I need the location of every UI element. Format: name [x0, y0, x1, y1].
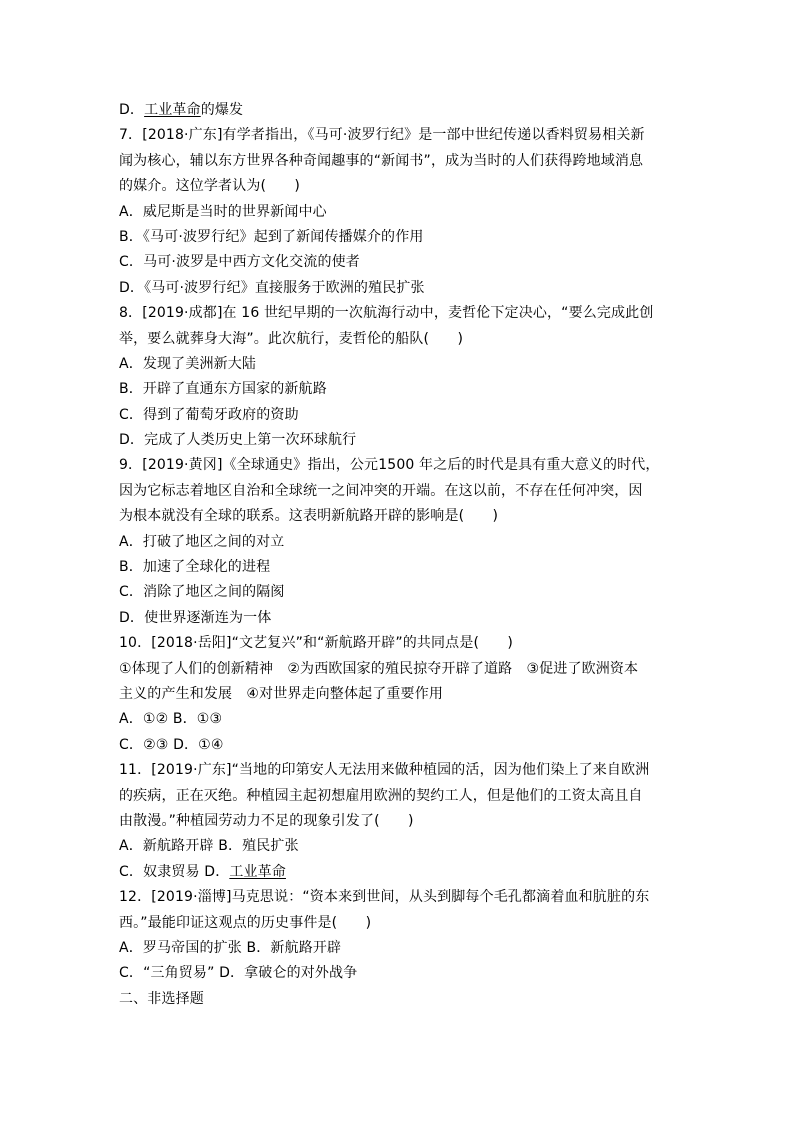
question-line: 为根本就没有全球的联系。这表明新航路开辟的影响是( ) — [119, 508, 499, 525]
question-line: 西。”最能印证这观点的历史事件是( ) — [119, 914, 372, 931]
question-line: 的疾病，正在灭绝。种植园主起初想雇用欧洲的契约工人，但是他们的工资太高且自 — [119, 787, 643, 804]
question-line: 11．[2019·广东]“当地的印第安人无法用来做种植园的活，因为他们染上了来自欧洲 — [119, 762, 650, 779]
option-line: C．马可·波罗是中西方文化交流的使者 — [119, 254, 360, 271]
option-line: B．《马可·波罗行纪》起到了新闻传播媒介的作用 — [119, 228, 424, 245]
option-line: A．威尼斯是当时的世界新闻中心 — [119, 203, 327, 220]
text-segment: C．奴隶贸易 D． — [119, 863, 230, 880]
section-heading: 二、非选择题 — [119, 990, 204, 1007]
text-segment: D． — [119, 102, 145, 118]
option-line: A．打破了地区之间的对立 — [119, 533, 285, 550]
question-line: 12．[2019·淄博]马克思说：“资本来到世间，从头到脚每个毛孔都滴着血和肮脏的东 — [119, 889, 650, 906]
question-line: 因为它标志着地区自治和全球统一之间冲突的开端。在这以前，不存在任何冲突，因 — [119, 482, 643, 499]
option-line: C．“三角贸易” D．拿破仑的对外战争 — [119, 965, 358, 982]
option-line: D．使世界逐渐连为一体 — [119, 609, 272, 626]
underlined-text: 工业革命 — [144, 102, 201, 118]
option-line: A．①② B．①③ — [119, 711, 223, 728]
option-line: D．《马可·波罗行纪》直接服务于欧洲的殖民扩张 — [119, 279, 425, 296]
question-line: 举，要么就葬身大海”。此次航行，麦哲伦的船队( ) — [119, 330, 464, 347]
option-line: D．完成了人类历史上第一次环球航行 — [119, 432, 357, 449]
question-line: 的媒介。这位学者认为( ) — [119, 178, 301, 195]
question-line: 闻为核心，辅以东方世界各种奇闻趣事的“新闻书”，成为当时的人们获得跨地域消息 — [119, 152, 644, 169]
question-line: 7．[2018·广东]有学者指出，《马可·波罗行纪》是一部中世纪传递以香料贸易相关新 — [119, 127, 645, 144]
option-line — [119, 860, 679, 885]
question-line: 9．[2019·黄冈]《全球通史》指出，公元1500 年之后的时代是具有重大意义的时代， — [119, 457, 660, 474]
option-line: C．得到了葡萄牙政府的资助 — [119, 406, 299, 423]
underlined-text: 工业革命 — [229, 863, 286, 880]
option-line: A．罗马帝国的扩张 B．新航路开辟 — [119, 939, 342, 956]
option-line: C．②③ D．①④ — [119, 736, 224, 753]
question-line: 8．[2019·成都]在 16 世纪早期的一次航海行动中，麦哲伦下定决心，“要么完成此创 — [119, 305, 654, 322]
option-line: B．加速了全球化的进程 — [119, 559, 271, 576]
question-line: 10．[2018·岳阳]“文艺复兴”和“新航路开辟”的共同点是( ) — [119, 635, 514, 652]
statement-line: 主义的产生和发展 ④对世界走向整体起了重要作用 — [119, 685, 443, 702]
option-line: B．开辟了直通东方国家的新航路 — [119, 381, 327, 398]
option-line: A．新航路开辟 B．殖民扩张 — [119, 838, 299, 855]
option-line — [119, 98, 679, 123]
text-segment: 的爆发 — [200, 102, 244, 118]
statement-line: ①体现了人们的创新精神 ②为西欧国家的殖民掠夺开辟了道路 ③促进了欧洲资本 — [119, 660, 639, 677]
document-page — [119, 98, 679, 1012]
question-line: 由散漫。”种植园劳动力不足的现象引发了( ) — [119, 812, 414, 829]
option-line: A．发现了美洲新大陆 — [119, 355, 257, 372]
option-line: C．消除了地区之间的隔阂 — [119, 584, 285, 601]
